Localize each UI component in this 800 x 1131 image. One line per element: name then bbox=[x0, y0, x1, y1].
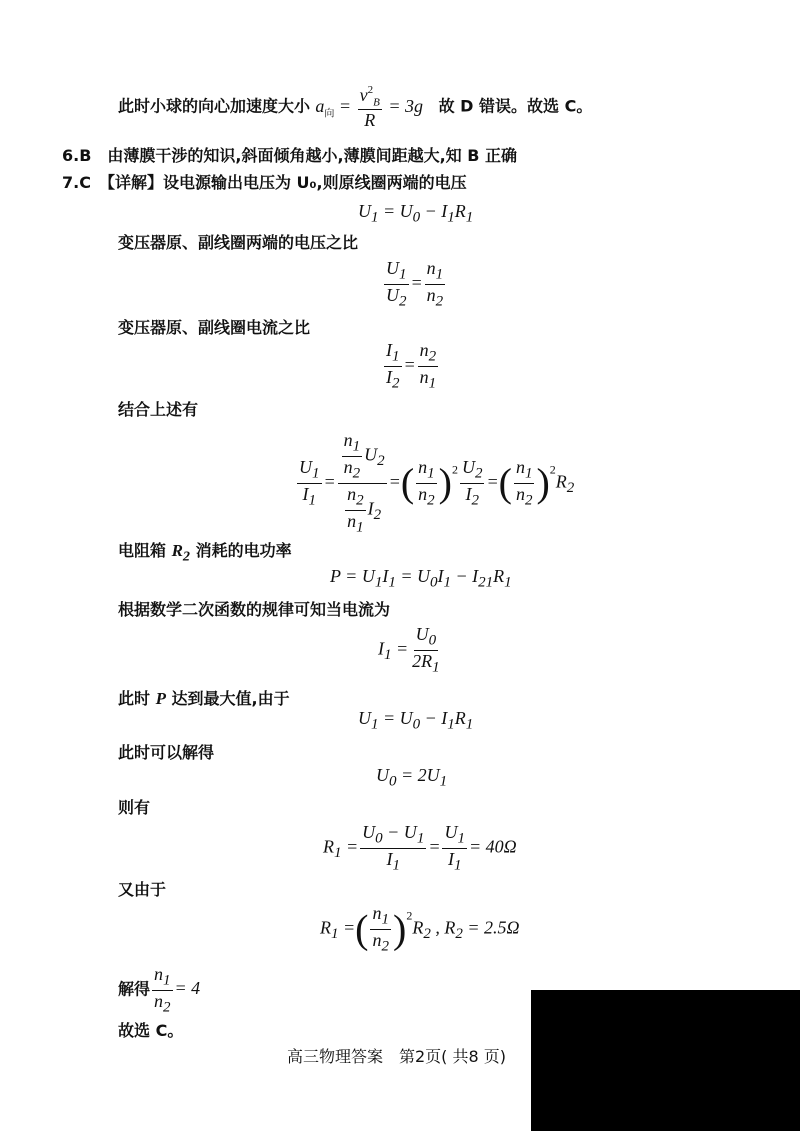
eq-combined: $\frac{U_1}{I_1}$ = $\frac{n_1}{n_2}$ $U_2$ $\frac{n_2}{n_1}$ $I_2$ =( $\frac{n_1}{n_2}$ )$^2$ $\frac{U_2}{I_2}$ =( $\frac{n_1}{n_2}$ )$^2R_2$ bbox=[299, 430, 575, 536]
answer-7-text: 7.C 【详解】设电源输出电压为 U₀,则原线圈两端的电压 bbox=[62, 173, 467, 192]
eq-r1-r2: $R_1$ =( $\frac{n_1}{n_2}$ )$^2R_2$ , $R_2 = 2.5\Omega$ bbox=[320, 903, 520, 955]
eq-power: $P = U_1I_1 = U_0I_1 - I_{21}R_1$ bbox=[330, 566, 512, 591]
eq-r1: $R_1$ = $\frac{U_0 - U_1}{I_1}$ = $\frac{U_1}{I_1}$ = 40Ω bbox=[323, 822, 517, 874]
eq-voltage-ratio: $\frac{U_1}{U_2}$ = $\frac{n_1}{n_2}$ bbox=[386, 258, 444, 310]
answer-7-intro bbox=[62, 170, 467, 193]
text-power: 电阻箱 $R_2$ 消耗的电功率 bbox=[118, 541, 292, 565]
text-quadratic: 根据数学二次函数的规律可知当电流为 bbox=[118, 600, 391, 619]
text-combine: 结合上述有 bbox=[118, 400, 199, 419]
eq-accel: $a_向$ = $\frac{v^2_B}{R}$ = 3g bbox=[315, 84, 428, 131]
eq-u1-again: $U_1 = U_0 - I_1R_1$ bbox=[358, 708, 474, 733]
text-result: 解得 $\frac{n_1}{n_2}$ = 4 bbox=[118, 964, 201, 1016]
eq-u0: $U_0 = 2U_1$ bbox=[376, 765, 448, 790]
page-footer: 高三物理答案 第2页( 共8 页) bbox=[287, 1047, 507, 1066]
text-max: 此时 P 达到最大值,由于 bbox=[118, 689, 290, 708]
answer-6 bbox=[62, 143, 517, 166]
text-accel-suffix: 故 D 错误。故选 C。 bbox=[427, 96, 593, 116]
text-accel-prefix: 此时小球的向心加速度大小 bbox=[118, 96, 311, 116]
text-also: 又由于 bbox=[118, 880, 167, 899]
line-acceleration bbox=[118, 84, 592, 131]
answer-6-text: 6.B 由薄膜干涉的知识,斜面倾角越小,薄膜间距越大,知 B 正确 bbox=[62, 146, 517, 165]
text-voltage-ratio: 变压器原、副线圈两端的电压之比 bbox=[118, 233, 359, 252]
eq-current-max: $I_1$ = $\frac{U_0}{2R_1}$ bbox=[378, 624, 440, 676]
eq-u1: $U_1 = U_0 - I_1R_1$ bbox=[358, 201, 474, 226]
text-solve: 此时可以解得 bbox=[118, 743, 215, 762]
text-final-choice: 故选 C。 bbox=[118, 1021, 184, 1040]
eq-current-ratio: $\frac{I_1}{I_2}$ = $\frac{n_2}{n_1}$ bbox=[386, 340, 437, 392]
text-then: 则有 bbox=[118, 798, 151, 817]
text-current-ratio: 变压器原、副线圈电流之比 bbox=[118, 318, 311, 337]
redaction-block bbox=[531, 990, 800, 1131]
